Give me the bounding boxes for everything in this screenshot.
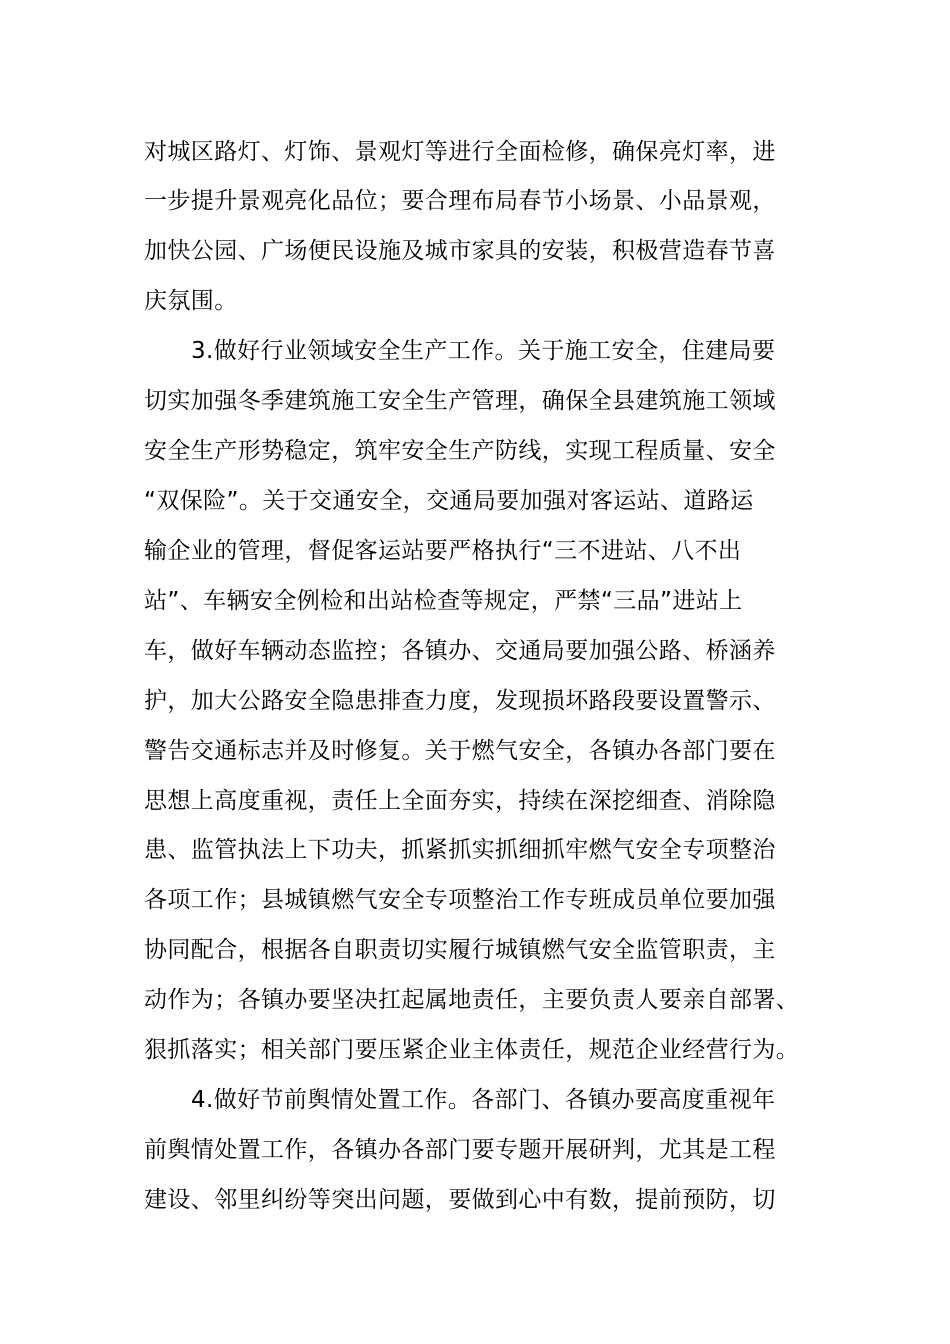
text-line: 思想上高度重视，责任上全面夯实，持续在深挖细查、消除隐 bbox=[144, 788, 776, 814]
paragraph-4-first-line: 4.做好节前舆情处置工作。各部门、各镇办要高度重视年 bbox=[191, 1087, 776, 1113]
text-line: 切实加强冬季建筑施工安全生产管理，确保全县建筑施工领域 bbox=[144, 388, 776, 414]
text-line: 站”、车辆安全例检和出站检查等规定，严禁“三品”进站上 bbox=[144, 588, 743, 614]
text-line: 协同配合，根据各自职责切实履行城镇燃气安全监管职责，主 bbox=[144, 937, 776, 963]
text-line: “双保险”。关于交通安全，交通局要加强对客运站、道路运 bbox=[144, 488, 754, 514]
text-line: 安全生产形势稳定，筑牢安全生产防线，实现工程质量、安全 bbox=[144, 438, 776, 464]
text-line: 对城区路灯、灯饰、景观灯等进行全面检修，确保亮灯率，进 bbox=[144, 139, 776, 165]
text-line: 各项工作；县城镇燃气安全专项整治工作专班成员单位要加强 bbox=[144, 887, 776, 913]
text-line: 警告交通标志并及时修复。关于燃气安全，各镇办各部门要在 bbox=[144, 738, 776, 764]
text-line: 建设、邻里纠纷等突出问题，要做到心中有数，提前预防，切 bbox=[144, 1187, 776, 1213]
text-line: 狠抓落实；相关部门要压紧企业主体责任，规范企业经营行为。 bbox=[144, 1037, 800, 1063]
text-line: 患、监管执法上下功夫，抓紧抓实抓细抓牢燃气安全专项整治 bbox=[144, 837, 776, 863]
paragraph-3-first-line: 3.做好行业领域安全生产工作。关于施工安全，住建局要 bbox=[191, 338, 776, 364]
text-line: 一步提升景观亮化品位；要合理布局春节小场景、小品景观， bbox=[144, 188, 776, 214]
text-line: 输企业的管理，督促客运站要严格执行“三不进站、八不出 bbox=[144, 538, 742, 564]
text-line: 车，做好车辆动态监控；各镇办、交通局要加强公路、桥涵养 bbox=[144, 638, 776, 664]
text-line: 庆氛围。 bbox=[144, 288, 238, 314]
text-line: 动作为；各镇办要坚决扛起属地责任，主要负责人要亲自部署、 bbox=[144, 987, 800, 1013]
text-line: 加快公园、广场便民设施及城市家具的安装，积极营造春节喜 bbox=[144, 238, 776, 264]
text-line: 前舆情处置工作，各镇办各部门要专题开展研判，尤其是工程 bbox=[144, 1137, 776, 1163]
text-line: 护，加大公路安全隐患排查力度，发现损坏路段要设置警示、 bbox=[144, 688, 776, 714]
